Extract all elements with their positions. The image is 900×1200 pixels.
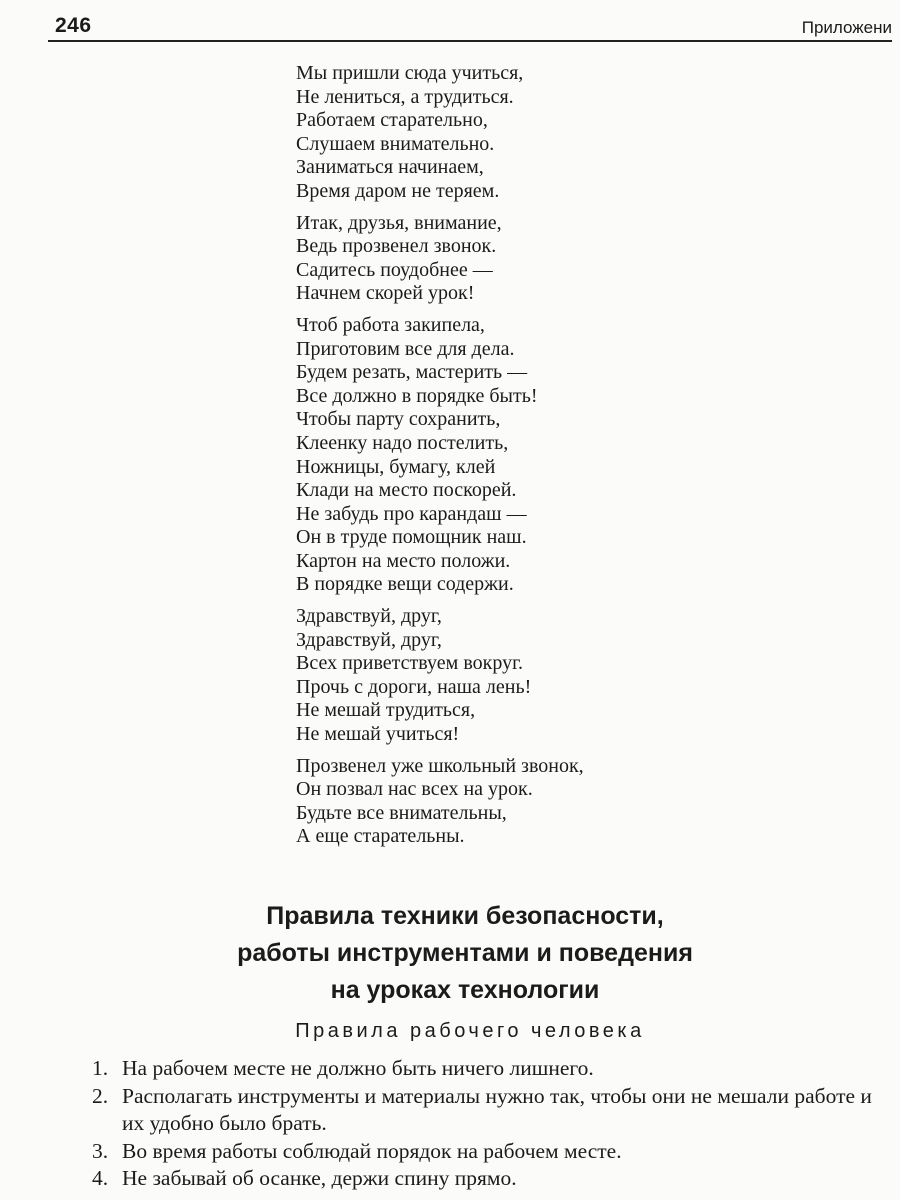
rule-text: Не забывай об осанке, держи спину прямо. (122, 1166, 517, 1190)
poem-line: Чтобы парту сохранить, (296, 408, 501, 431)
rule-text: На рабочем месте не должно быть ничего лишнего. (122, 1056, 594, 1080)
rule-number: 1. (92, 1056, 109, 1080)
rules-list (92, 1055, 892, 1193)
poem-line: Здравствуй, друг, (296, 628, 442, 651)
poem-line: Приготовим все для дела. (296, 337, 515, 360)
rule-item (92, 1083, 892, 1138)
poem-line: Картон на место положи. (296, 549, 511, 572)
poem-line: Будем резать, мастерить — (296, 361, 528, 384)
rule-item (92, 1165, 892, 1193)
poem-line: Не забудь про карандаш — (296, 502, 527, 525)
poem-line: Ведь прозвенел звонок. (296, 235, 497, 258)
poem-line: Время даром не теряем. (296, 179, 500, 202)
poem-line: Не мешай трудиться, (296, 699, 476, 722)
poem-stanza (296, 605, 584, 747)
poem-line: Клади на место поскорей. (296, 479, 517, 502)
rule-item (92, 1055, 892, 1083)
poem-line: Не лениться, а трудиться. (296, 85, 514, 108)
poem-stanza (296, 755, 584, 849)
poem-stanza (296, 314, 584, 597)
poem-line: Начнем скорей урок! (296, 282, 475, 305)
poem-line: Здравствуй, друг, (296, 605, 442, 628)
section-title (0, 898, 900, 1009)
page-number: 246 (55, 14, 92, 37)
rule-number: 2. (92, 1083, 109, 1108)
subsection-title: Правила рабочего человека (295, 1020, 645, 1042)
poem-line: Чтоб работа закипела, (296, 313, 485, 336)
section-title-line: на уроках технологии (330, 976, 600, 1004)
poem-line: Он в труде помощник наш. (296, 526, 527, 549)
rule-item (92, 1138, 892, 1166)
section-title-line: работы инструментами и поведения (237, 939, 693, 967)
poem-line: Будьте все внимательны, (296, 801, 507, 824)
poem-line: А еще старательны. (296, 825, 465, 848)
poem-line: Работаем старательно, (296, 109, 488, 132)
poem-line: Заниматься начинаем, (296, 156, 484, 179)
poem-line: Прозвенел уже школьный звонок, (296, 754, 584, 777)
poem-line: Он позвал нас всех на урок. (296, 778, 533, 801)
rule-number: 3. (92, 1138, 109, 1163)
section-title-line: Правила техники безопасности, (266, 902, 664, 930)
poem-line: Не мешай учиться! (296, 723, 460, 746)
poem-line: Всех приветствуем вокруг. (296, 652, 524, 675)
poem-line: Слушаем внимательно. (296, 132, 495, 155)
rule-text: Во время работы соблюдай порядок на рабочем месте. (122, 1138, 622, 1163)
poem-stanza (296, 62, 584, 204)
poem-line: Прочь с дороги, наша лень! (296, 675, 532, 698)
poem-line: Клеенку надо постелить, (296, 431, 509, 454)
poem-line: Садитесь поудобнее — (296, 258, 493, 281)
rule-text: Располагать инструменты и материалы нужно так, чтобы они не мешали работе и их удобно было брать. (122, 1083, 872, 1135)
poem-line: Ножницы, бумагу, клей (296, 455, 496, 478)
poem-line: Все должно в порядке быть! (296, 384, 538, 407)
poem-line: Итак, друзья, внимание, (296, 211, 502, 234)
rule-number: 4. (92, 1166, 109, 1190)
poem-stanza (296, 212, 584, 306)
poem-line: Мы пришли сюда учиться, (296, 62, 524, 84)
poem (296, 62, 584, 857)
running-header: Приложени (801, 18, 892, 37)
header-rule (48, 40, 892, 42)
poem-line: В порядке вещи содержи. (296, 573, 514, 596)
